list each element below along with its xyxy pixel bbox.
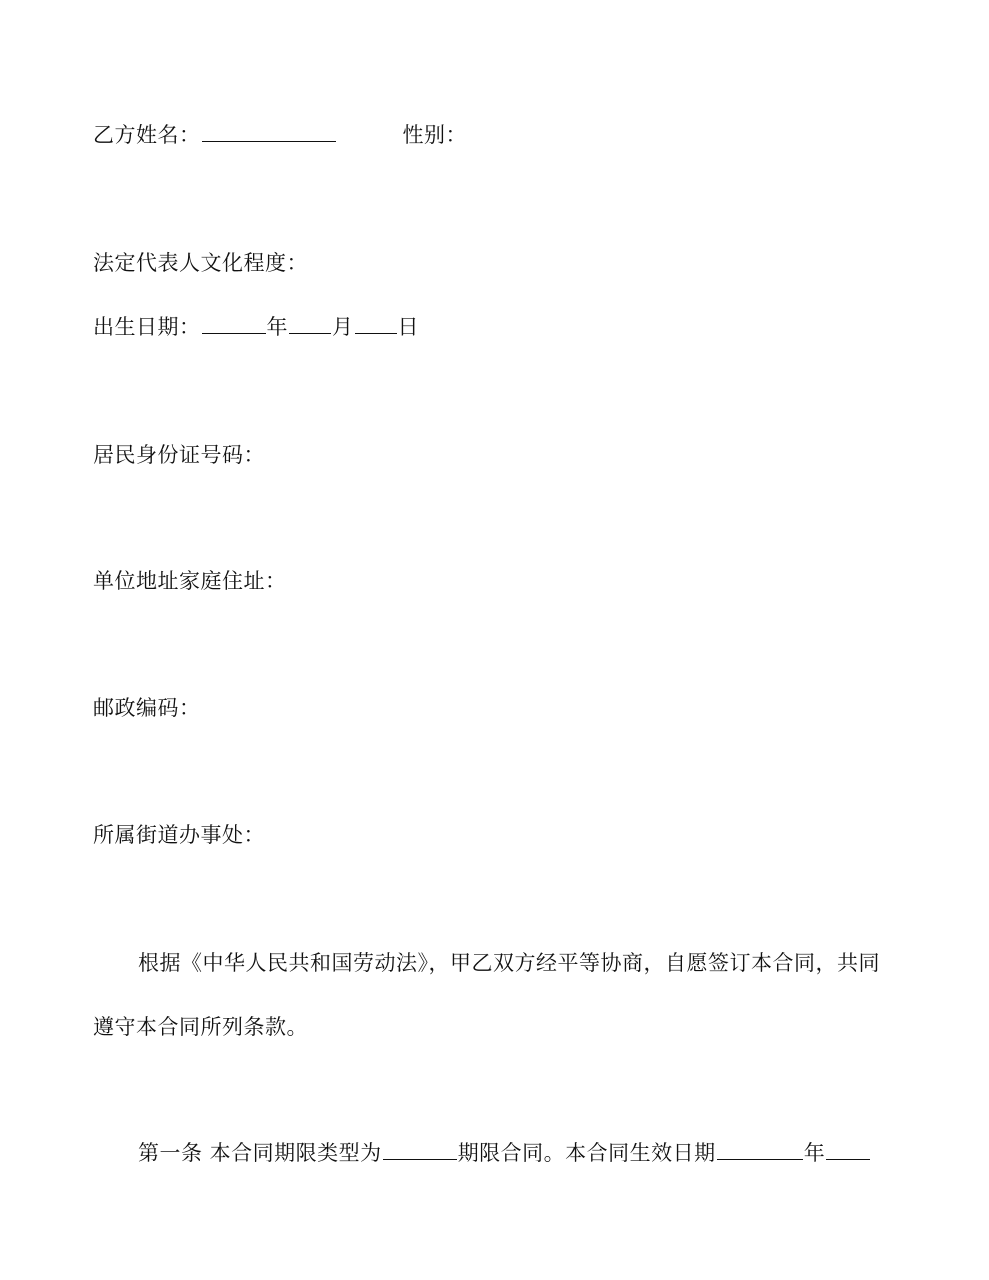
party-b-name-blank[interactable] [202,121,336,142]
legal-rep-education-label: 法定代表人文化程度： [93,251,308,275]
address-label: 单位地址家庭住址： [93,569,287,593]
effective-year-blank[interactable] [717,1139,803,1160]
gender-label: 性别： [402,123,467,147]
birth-year-unit: 年 [266,315,288,339]
birth-date-row [93,312,419,342]
party-b-name-label: 乙方姓名： [93,123,201,147]
id-number-row [93,440,265,470]
contract-type-blank[interactable] [383,1139,457,1160]
preamble-line-2 [93,1012,308,1042]
subdistrict-office-row [93,820,265,850]
postal-code-row [93,693,201,723]
article-1-year-unit: 年 [803,1141,826,1165]
preamble-text-1: 根据《中华人民共和国劳动法》，甲乙双方经平等协商，自愿签订本合同，共同 [138,951,880,975]
subdistrict-office-label: 所属街道办事处： [93,823,265,847]
address-row [93,566,287,596]
article-1-middle: 期限合同。本合同生效日期 [457,1141,716,1165]
preamble-line-1 [138,948,880,978]
birth-month-blank[interactable] [289,313,331,334]
legal-rep-education-row [93,248,308,278]
birth-year-blank[interactable] [202,313,266,334]
article-1-prefix: 第一条 本合同期限类型为 [138,1141,382,1165]
preamble-text-2: 遵守本合同所列条款。 [93,1015,308,1039]
postal-code-label: 邮政编码： [93,696,201,720]
birth-month-unit: 月 [332,315,354,339]
article-1-row [138,1138,871,1168]
birth-day-blank[interactable] [355,313,397,334]
id-number-label: 居民身份证号码： [93,443,265,467]
birth-date-label: 出生日期： [93,315,201,339]
party-b-row [93,120,467,150]
effective-month-blank[interactable] [826,1139,870,1160]
birth-day-unit: 日 [397,315,419,339]
